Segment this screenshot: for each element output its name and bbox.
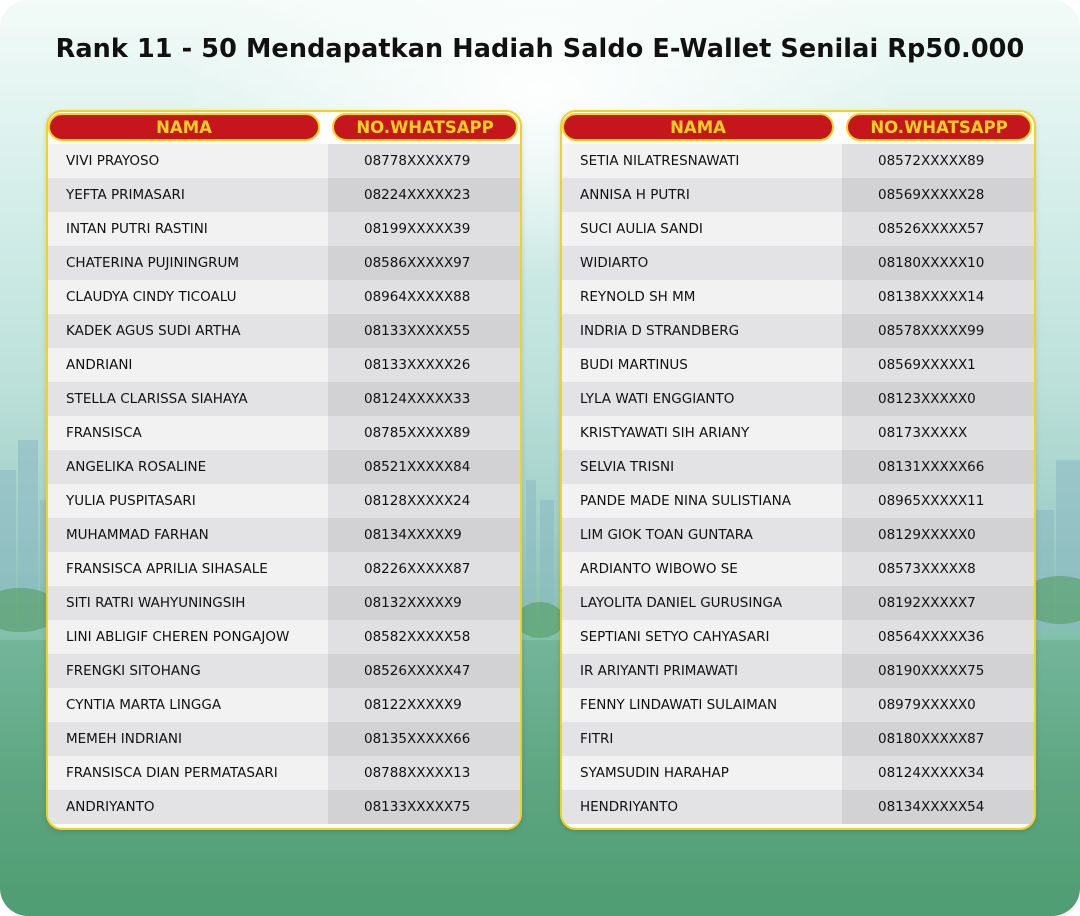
- table-row: [48, 450, 520, 484]
- winner-whatsapp: 08180XXXXX87: [878, 731, 985, 747]
- table-row: [48, 484, 520, 518]
- table-row: [562, 246, 1034, 280]
- table-row: [48, 552, 520, 586]
- table-row: [48, 212, 520, 246]
- winner-whatsapp: 08569XXXXX1: [878, 357, 976, 373]
- winner-name: STELLA CLARISSA SIAHAYA: [66, 391, 248, 407]
- winner-whatsapp: 08133XXXXX75: [364, 799, 471, 815]
- winner-whatsapp: 08224XXXXX23: [364, 187, 471, 203]
- winner-name: LYLA WATI ENGGIANTO: [580, 391, 735, 407]
- winner-name: ANNISA H PUTRI: [580, 187, 690, 203]
- winner-whatsapp: 08573XXXXX8: [878, 561, 976, 577]
- winner-name: SUCI AULIA SANDI: [580, 221, 703, 237]
- table-row: [562, 518, 1034, 552]
- winner-whatsapp: 08135XXXXX66: [364, 731, 471, 747]
- table-row: [562, 178, 1034, 212]
- table-row: [48, 756, 520, 790]
- winner-whatsapp: 08964XXXXX88: [364, 289, 471, 305]
- winner-name: SEPTIANI SETYO CAHYASARI: [580, 629, 770, 645]
- winner-whatsapp: 08124XXXXX34: [878, 765, 985, 781]
- winner-name: MUHAMMAD FARHAN: [66, 527, 209, 543]
- winner-whatsapp: 08138XXXXX14: [878, 289, 985, 305]
- winner-whatsapp: 08578XXXXX99: [878, 323, 985, 339]
- winner-name: ANDRIYANTO: [66, 799, 155, 815]
- table-row: [48, 688, 520, 722]
- winner-name: FRANSISCA: [66, 425, 142, 441]
- winner-whatsapp: 08129XXXXX0: [878, 527, 976, 543]
- table-row: [48, 722, 520, 756]
- winner-whatsapp: 08526XXXXX47: [364, 663, 471, 679]
- winner-name: LINI ABLIGIF CHEREN PONGAJOW: [66, 629, 290, 645]
- table-row: [48, 654, 520, 688]
- winner-whatsapp: 08199XXXXX39: [364, 221, 471, 237]
- table-row: [48, 348, 520, 382]
- page-title: Rank 11 - 50 Mendapatkan Hadiah Saldo E-Wallet Senilai Rp50.000: [55, 34, 1025, 64]
- table-header: [48, 112, 520, 144]
- winner-name: FRENGKI SITOHANG: [66, 663, 201, 679]
- winner-name: ANGELIKA ROSALINE: [66, 459, 207, 475]
- winner-whatsapp: 08586XXXXX97: [364, 255, 471, 271]
- table-row: [562, 348, 1034, 382]
- table-row: [562, 280, 1034, 314]
- table-row: [48, 280, 520, 314]
- table-row: [48, 314, 520, 348]
- winners-table-right: [560, 110, 1036, 830]
- winner-name: SETIA NILATRESNAWATI: [580, 153, 740, 169]
- table-row: [562, 212, 1034, 246]
- winner-name: KRISTYAWATI SIH ARIANY: [580, 425, 750, 441]
- table-row: [562, 790, 1034, 824]
- table-row: [562, 450, 1034, 484]
- winner-name: VIVI PRAYOSO: [66, 153, 160, 169]
- winner-whatsapp: 08785XXXXX89: [364, 425, 471, 441]
- table-row: [48, 518, 520, 552]
- table-row: [562, 144, 1034, 178]
- winner-name: IR ARIYANTI PRIMAWATI: [580, 663, 738, 679]
- winner-whatsapp: 08133XXXXX55: [364, 323, 471, 339]
- winner-name: CHATERINA PUJININGRUM: [66, 255, 240, 271]
- name-column-header: NAMA: [48, 113, 320, 141]
- winner-whatsapp: 08526XXXXX57: [878, 221, 985, 237]
- winner-name: SYAMSUDIN HARAHAP: [580, 765, 729, 781]
- winner-name: KADEK AGUS SUDI ARTHA: [66, 323, 241, 339]
- winner-name: LAYOLITA DANIEL GURUSINGA: [580, 595, 783, 611]
- winner-whatsapp: 08778XXXXX79: [364, 153, 471, 169]
- winner-name: FRANSISCA APRILIA SIHASALE: [66, 561, 268, 577]
- winner-name: REYNOLD SH MM: [580, 289, 696, 305]
- winner-whatsapp: 08134XXXXX54: [878, 799, 985, 815]
- winner-name: HENDRIYANTO: [580, 799, 678, 815]
- winner-name: ANDRIANI: [66, 357, 133, 373]
- winner-whatsapp: 08226XXXXX87: [364, 561, 471, 577]
- table-row: [48, 178, 520, 212]
- winner-name: YEFTA PRIMASARI: [66, 187, 185, 203]
- winner-name: INTAN PUTRI RASTINI: [66, 221, 208, 237]
- winner-whatsapp: 08180XXXXX10: [878, 255, 985, 271]
- winner-whatsapp: 08131XXXXX66: [878, 459, 985, 475]
- table-body: [562, 144, 1034, 824]
- winner-whatsapp: 08192XXXXX7: [878, 595, 976, 611]
- winner-whatsapp: 08190XXXXX75: [878, 663, 985, 679]
- winner-whatsapp: 08979XXXXX0: [878, 697, 976, 713]
- winner-name: SITI RATRI WAHYUNINGSIH: [66, 595, 246, 611]
- table-row: [562, 654, 1034, 688]
- winner-name: LIM GIOK TOAN GUNTARA: [580, 527, 753, 543]
- winner-name: WIDIARTO: [580, 255, 649, 271]
- table-row: [562, 382, 1034, 416]
- winner-whatsapp: 08122XXXXX9: [364, 697, 462, 713]
- table-row: [48, 790, 520, 824]
- table-row: [562, 586, 1034, 620]
- winner-whatsapp: 08965XXXXX11: [878, 493, 985, 509]
- winner-name: FITRI: [580, 731, 614, 747]
- table-row: [562, 756, 1034, 790]
- table-body: [48, 144, 520, 824]
- winner-name: YULIA PUSPITASARI: [66, 493, 196, 509]
- table-row: [48, 416, 520, 450]
- winner-name: MEMEH INDRIANI: [66, 731, 182, 747]
- winner-whatsapp: 08128XXXXX24: [364, 493, 471, 509]
- winner-name: INDRIA D STRANDBERG: [580, 323, 740, 339]
- winner-whatsapp: 08133XXXXX26: [364, 357, 471, 373]
- table-row: [48, 620, 520, 654]
- table-row: [48, 586, 520, 620]
- winner-whatsapp: 08572XXXXX89: [878, 153, 985, 169]
- table-row: [48, 144, 520, 178]
- table-row: [562, 416, 1034, 450]
- winner-whatsapp: 08564XXXXX36: [878, 629, 985, 645]
- winner-whatsapp: 08132XXXXX9: [364, 595, 462, 611]
- winners-table-left: [46, 110, 522, 830]
- winner-whatsapp: 08124XXXXX33: [364, 391, 471, 407]
- winner-whatsapp: 08582XXXXX58: [364, 629, 471, 645]
- table-header: [562, 112, 1034, 144]
- winner-name: ARDIANTO WIBOWO SE: [580, 561, 738, 577]
- winner-whatsapp: 08134XXXXX9: [364, 527, 462, 543]
- table-row: [562, 722, 1034, 756]
- winner-name: FENNY LINDAWATI SULAIMAN: [580, 697, 778, 713]
- winner-whatsapp: 08173XXXXX: [878, 425, 968, 441]
- winner-name: CYNTIA MARTA LINGGA: [66, 697, 222, 713]
- name-column-header: NAMA: [562, 113, 834, 141]
- table-row: [48, 382, 520, 416]
- table-row: [562, 620, 1034, 654]
- winner-whatsapp: 08521XXXXX84: [364, 459, 471, 475]
- winner-name: CLAUDYA CINDY TICOALU: [66, 289, 237, 305]
- table-row: [562, 314, 1034, 348]
- winner-name: SELVIA TRISNI: [580, 459, 675, 475]
- winner-whatsapp: 08569XXXXX28: [878, 187, 985, 203]
- table-row: [562, 688, 1034, 722]
- table-row: [562, 552, 1034, 586]
- whatsapp-column-header: NO.WHATSAPP: [846, 113, 1032, 141]
- whatsapp-column-header: NO.WHATSAPP: [332, 113, 518, 141]
- winner-name: FRANSISCA DIAN PERMATASARI: [66, 765, 278, 781]
- winner-name: PANDE MADE NINA SULISTIANA: [580, 493, 791, 509]
- table-row: [562, 484, 1034, 518]
- table-row: [48, 246, 520, 280]
- winner-name: BUDI MARTINUS: [580, 357, 688, 373]
- winner-whatsapp: 08788XXXXX13: [364, 765, 471, 781]
- winner-whatsapp: 08123XXXXX0: [878, 391, 976, 407]
